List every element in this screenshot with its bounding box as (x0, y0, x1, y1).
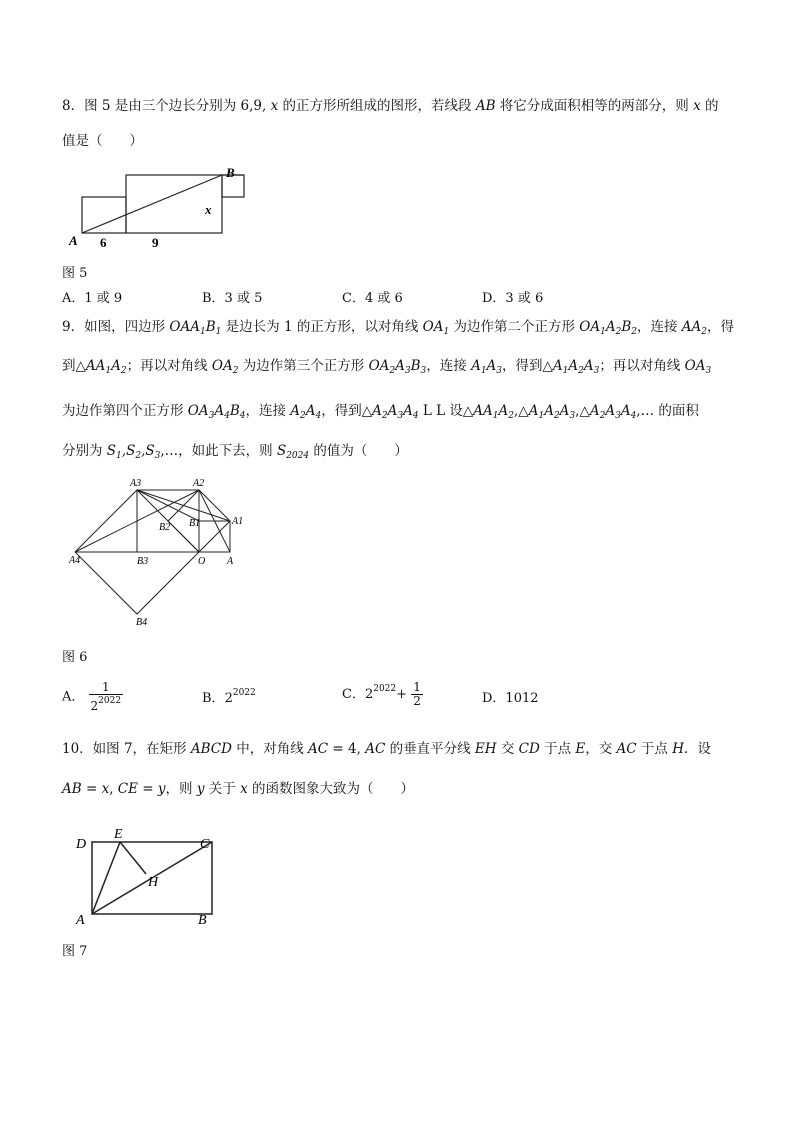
q10-line-2: AB = x, CE = y，则 y 关于 x 的函数图象大致为（ ） (62, 781, 414, 797)
q8-option-c[interactable]: C．4 或 6 (342, 291, 403, 306)
q9-options (62, 677, 682, 717)
fraction-1-over-2: $\frac{1}{2}$ (413, 680, 421, 708)
fig6-label-a: A (227, 556, 234, 567)
fig6-label-a4: A4 (69, 555, 81, 566)
fig6-label-a1: A1 (232, 516, 244, 527)
fig6-label-b2: B2 (159, 522, 171, 533)
fig6-caption: 图 6 (62, 650, 88, 665)
fig7-caption: 图 7 (62, 944, 88, 959)
q9-line-2: 到$\triangle AA_1A_2$；再以对角线 $OA_2$ 为边作第三个正方形 $OA_2A_3B_3$，连接 $A_1A_3$，得到$\triangle A_1A_2A_3$；再以对角线 $OA_3$ (62, 358, 712, 376)
figure-5 (68, 165, 248, 255)
fig6-label-o: O (198, 556, 206, 567)
fig5-label-A: A (69, 233, 78, 248)
q9-option-a[interactable]: A． $\frac{1}{2^{2022}}$ (62, 680, 122, 713)
q9-option-b[interactable]: B．$2^{2022}$ (202, 688, 256, 706)
q9-line-4: 分别为 $S_1,S_2,S_3,\dots$，如此下去，则 $S_{2024}$ 的值为（ ） (62, 443, 408, 461)
segment-eh (120, 842, 146, 874)
q8-option-d[interactable]: D．3 或 6 (482, 291, 544, 306)
fraction-1-over-2-pow-2022: $\frac{1}{2^{2022}}$ (90, 680, 122, 713)
figure-7 (70, 822, 220, 930)
segment-ae (92, 842, 120, 914)
q8-line-1: 8．图 5 是由三个边长分别为 6,9, x 的正方形所组成的图形，若线段 AB 将它分成面积相等的两部分，则 x 的 (62, 98, 719, 114)
q9-option-d[interactable]: D．1012 (482, 691, 539, 706)
q10-line-1: 10．如图 7，在矩形 ABCD 中，对角线 AC = 4, AC 的垂直平分线 EH 交 CD 于点 E，交 AC 于点 H．设 (62, 741, 711, 757)
square-6 (82, 197, 126, 233)
fig5-label-6: 6 (100, 235, 107, 250)
segment-ab (82, 175, 222, 233)
fig6-label-b4: B4 (136, 617, 148, 628)
q9-line-3: 为边作第四个正方形 $OA_3A_4B_4$，连接 $A_2A_4$，得到$\triangle A_2A_3A_4$ L L 设$\triangle AA_1A_2,\triangle A_1A_2A_3,\triangle A_2A_3A_4,\dots$ 的面积 (62, 403, 699, 421)
fig7-label-h: H (148, 875, 159, 890)
q8-line-2: 值是（ ） (62, 133, 143, 149)
fig6-label-a3: A3 (130, 478, 142, 489)
fig7-label-a: A (76, 913, 85, 928)
fig5-label-9: 9 (152, 235, 159, 250)
q8-option-b[interactable]: B．3 或 5 (202, 291, 263, 306)
q8-option-a[interactable]: A．1 或 9 (62, 291, 123, 306)
fig7-label-d: D (76, 837, 87, 852)
fig6-label-b1: B1 (189, 518, 201, 529)
fig5-caption: 图 5 (62, 266, 88, 281)
fig6-label-b3: B3 (137, 556, 149, 567)
fig5-label-x: x (205, 202, 212, 217)
q9-line-1: 9．如图，四边形 $OAA_1B_1$ 是边长为 1 的正方形，以对角线 $OA_1$ 为边作第二个正方形 $OA_1A_2B_2$，连接 $AA_2$，得 (62, 319, 735, 337)
fig7-label-e: E (114, 827, 123, 842)
fig5-label-B: B (226, 165, 235, 180)
figure-6 (66, 474, 256, 634)
fig7-label-c: C (200, 837, 210, 852)
q9-option-c[interactable]: C．$2^{2022}+$ $\frac{1}{2}$ (342, 680, 421, 708)
fig7-label-b: B (198, 913, 207, 928)
fig6-label-a2: A2 (193, 478, 205, 489)
